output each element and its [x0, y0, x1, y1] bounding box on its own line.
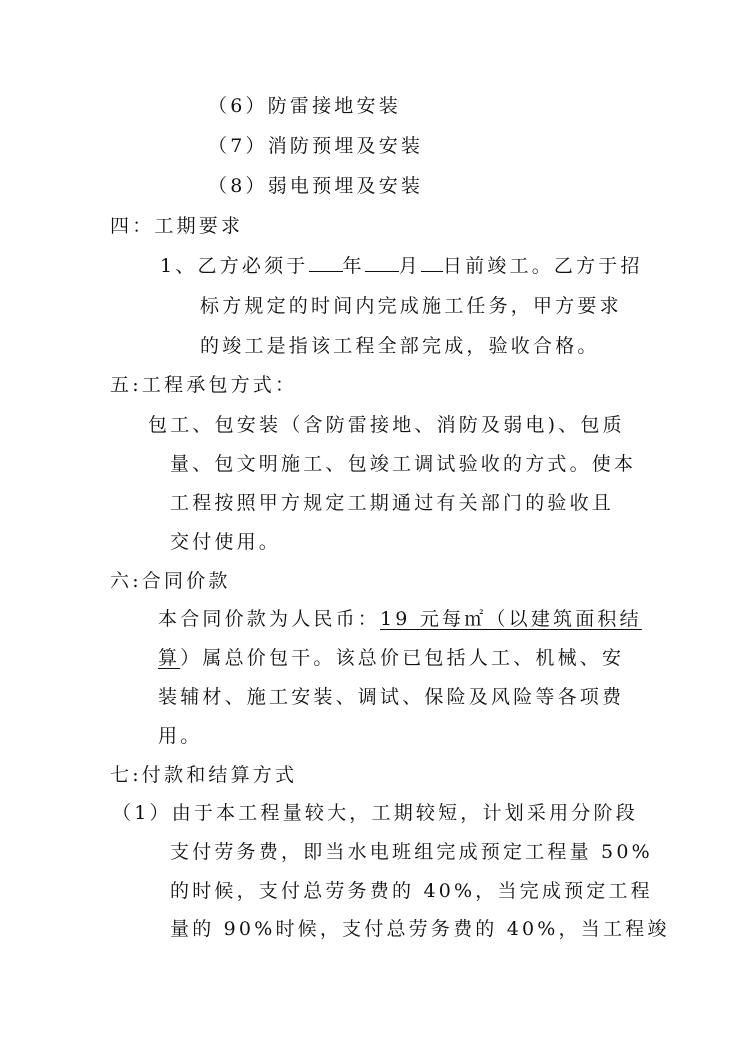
section-4-line-1-start: 1、乙方必须于 [160, 255, 309, 277]
section-7-line-1: （1）由于本工程量较大，工期较短，计划采用分阶段 [112, 802, 638, 824]
month-label: 月 [398, 255, 421, 277]
section-4-heading: 四：工期要求 [110, 215, 244, 237]
section-5-line-2: 量、包文明施工、包竣工调试验收的方式。使本 [170, 453, 637, 475]
year-label: 年 [342, 255, 365, 277]
section-7-line-2: 支付劳务费，即当水电班组完成预定工程量 50% [170, 841, 653, 863]
section-6-line-4: 用。 [158, 725, 203, 747]
section-6-heading: 六:合同价款 [110, 570, 231, 592]
section-4-line-1-end: 日前竣工。乙方于招 [442, 255, 643, 277]
price-value-end: 算 [158, 647, 181, 669]
section-7-line-3: 的时候，支付总劳务费的 40%，当完成预定工程 [170, 880, 653, 902]
section-5-line-3: 工程按照甲方规定工期通过有关部门的验收且 [170, 492, 615, 514]
section-6-line-3: 装辅材、施工安装、调试、保险及风险等各项费 [158, 686, 625, 708]
section-7-line-4: 量的 90%时候，支付总劳务费的 40%，当工程竣 [170, 918, 670, 940]
section-6-line-2-rest: ）属总价包干。该总价已包括人工、机械、安 [180, 647, 625, 669]
item-6: （6）防雷接地安装 [208, 95, 401, 117]
section-6-line-2 [158, 645, 624, 671]
section-4-line-3: 的竣工是指该工程全部完成，验收合格。 [200, 335, 600, 357]
item-7: （7）消防预埋及安装 [208, 135, 424, 157]
price-label: 本合同价款为人民币： [158, 608, 381, 630]
year-blank [309, 253, 343, 272]
section-5-line-4: 交付使用。 [170, 531, 282, 553]
section-5-line-1: 包工、包安装（含防雷接地、消防及弱电)、包质 [148, 414, 625, 436]
item-8: （8）弱电预埋及安装 [208, 175, 424, 197]
section-4-line-1 [160, 253, 643, 279]
section-4-line-2: 标方规定的时间内完成施工任务，甲方要求 [200, 295, 622, 317]
price-value: 19 元每㎡（以建筑面积结 [380, 608, 642, 630]
day-blank [421, 253, 443, 272]
section-7-heading: 七:付款和结算方式 [110, 764, 298, 786]
month-blank [365, 253, 399, 272]
section-6-line-1 [158, 606, 642, 632]
section-5-heading: 五:工程承包方式： [110, 374, 298, 396]
